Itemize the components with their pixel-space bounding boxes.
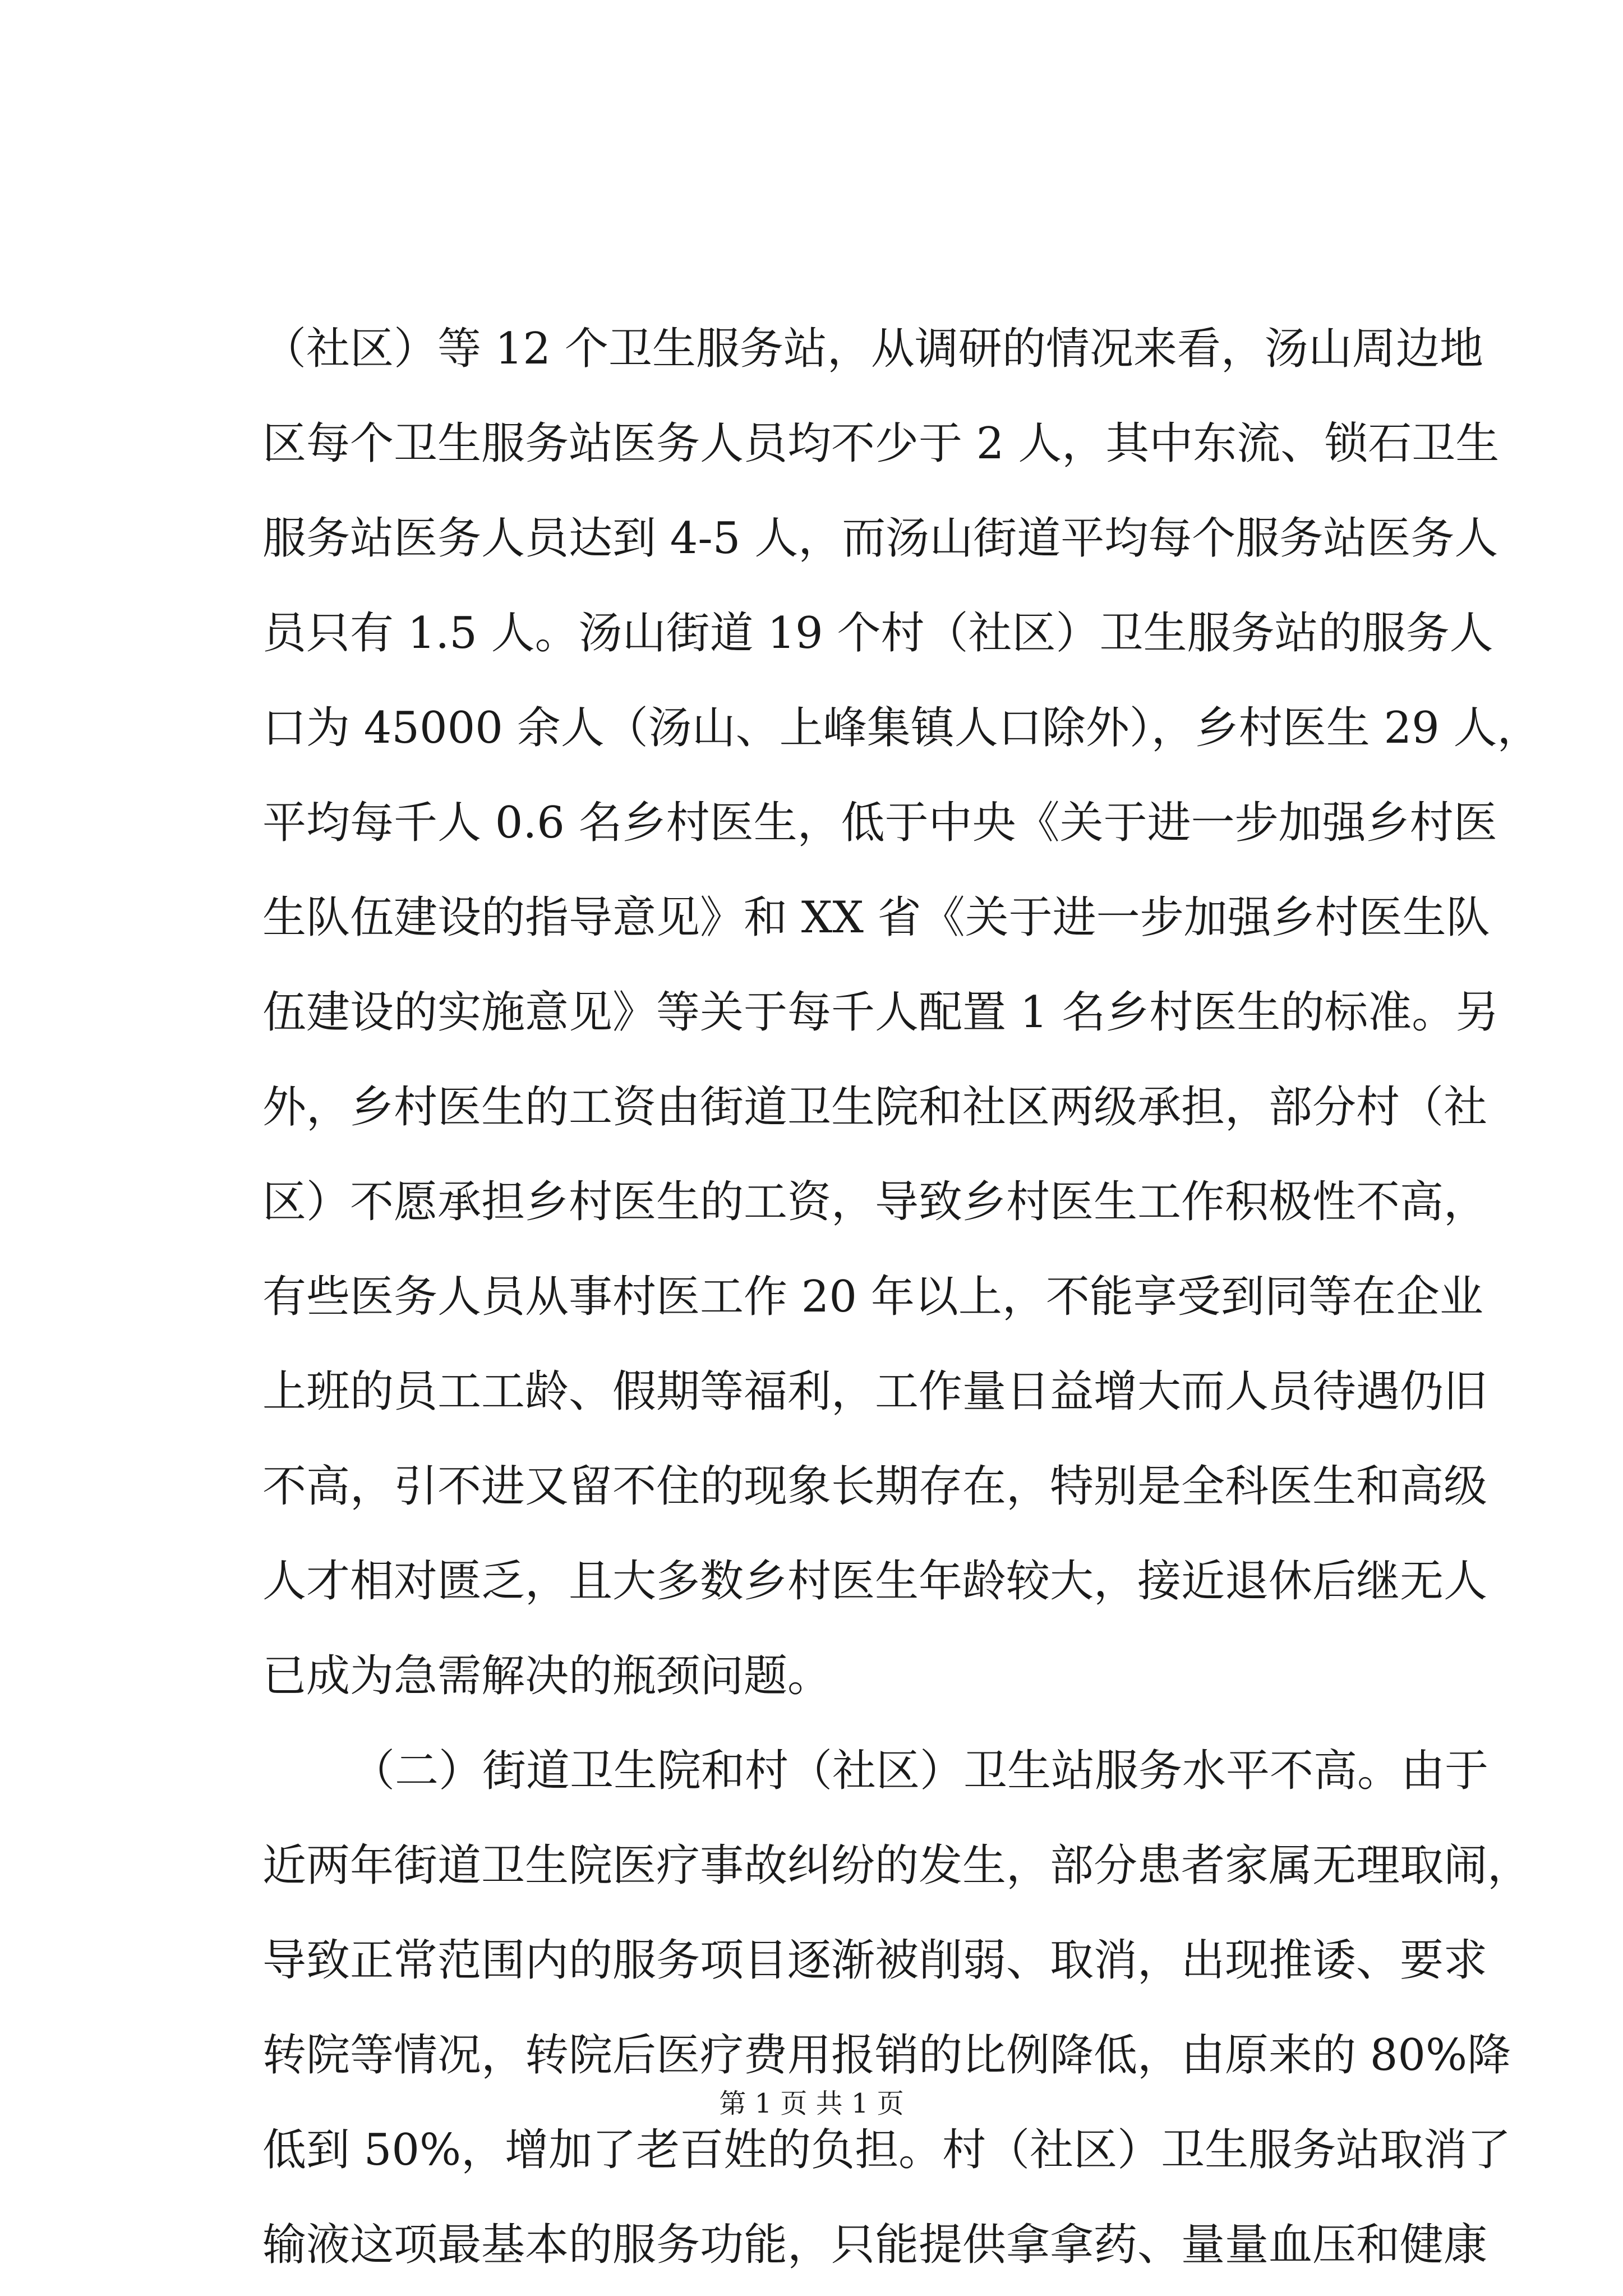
text-line: 生队伍建设的指导意见》和 XX 省《关于进一步加强乡村医生队 — [262, 892, 1490, 943]
text-line: 平均每千人 0.6 名乡村医生，低于中央《关于进一步加强乡村医 — [262, 798, 1497, 848]
body-text — [262, 302, 1541, 2293]
text-line: 区每个卫生服务站医务人员均不少于 2 人，其中东流、锁石卫生 — [262, 418, 1500, 469]
text-line: 不高，引不进又留不住的现象长期存在，特别是全科医生和高级 — [262, 1461, 1488, 1512]
section-heading-line: （二）街道卫生院和村（社区）卫生站服务水平不高。由于 — [351, 1746, 1489, 1796]
text-line: 人才相对匮乏，且大多数乡村医生年龄较大，接近退休后继无人 — [262, 1556, 1488, 1607]
text-line: 区）不愿承担乡村医生的工资，导致乡村医生工作积极性不高， — [262, 1177, 1488, 1227]
page-footer — [0, 2087, 1623, 2120]
text-line: 口为 45000 余人（汤山、上峰集镇人口除外），乡村医生 29 人， — [262, 703, 1541, 753]
text-line: 外，乡村医生的工资由街道卫生院和社区两级承担，部分村（社 — [262, 1082, 1488, 1133]
page-number: 第 1 页 共 1 页 — [719, 2088, 904, 2119]
text-line: 输液这项最基本的服务功能，只能提供拿拿药、量量血压和健康 — [262, 2220, 1488, 2270]
text-line: 近两年街道卫生院医疗事故纠纷的发生，部分患者家属无理取闹， — [262, 1841, 1532, 1891]
text-line: 转院等情况，转院后医疗费用报销的比例降低，由原来的 80%降 — [262, 2030, 1511, 2081]
paragraph-end-line: 已成为急需解决的瓶颈问题。 — [262, 1651, 832, 1701]
text-line: 低到 50%，增加了老百姓的负担。村（社区）卫生服务站取消了 — [262, 2125, 1511, 2175]
text-line: 服务站医务人员达到 4-5 人，而汤山街道平均每个服务站医务人 — [262, 513, 1498, 564]
text-line: （社区）等 12 个卫生服务站，从调研的情况来看，汤山周边地 — [262, 324, 1483, 374]
text-line: 有些医务人员从事村医工作 20 年以上，不能享受到同等在企业 — [262, 1272, 1483, 1322]
text-line: 伍建设的实施意见》等关于每千人配置 1 名乡村医生的标准。另 — [262, 987, 1500, 1038]
text-line: 上班的员工工龄、假期等福利，工作量日益增大而人员待遇仍旧 — [262, 1366, 1488, 1417]
text-line: 员只有 1.5 人。汤山街道 19 个村（社区）卫生服务站的服务人 — [262, 608, 1493, 659]
text-line: 导致正常范围内的服务项目逐渐被削弱、取消，出现推诿、要求 — [262, 1935, 1488, 1986]
